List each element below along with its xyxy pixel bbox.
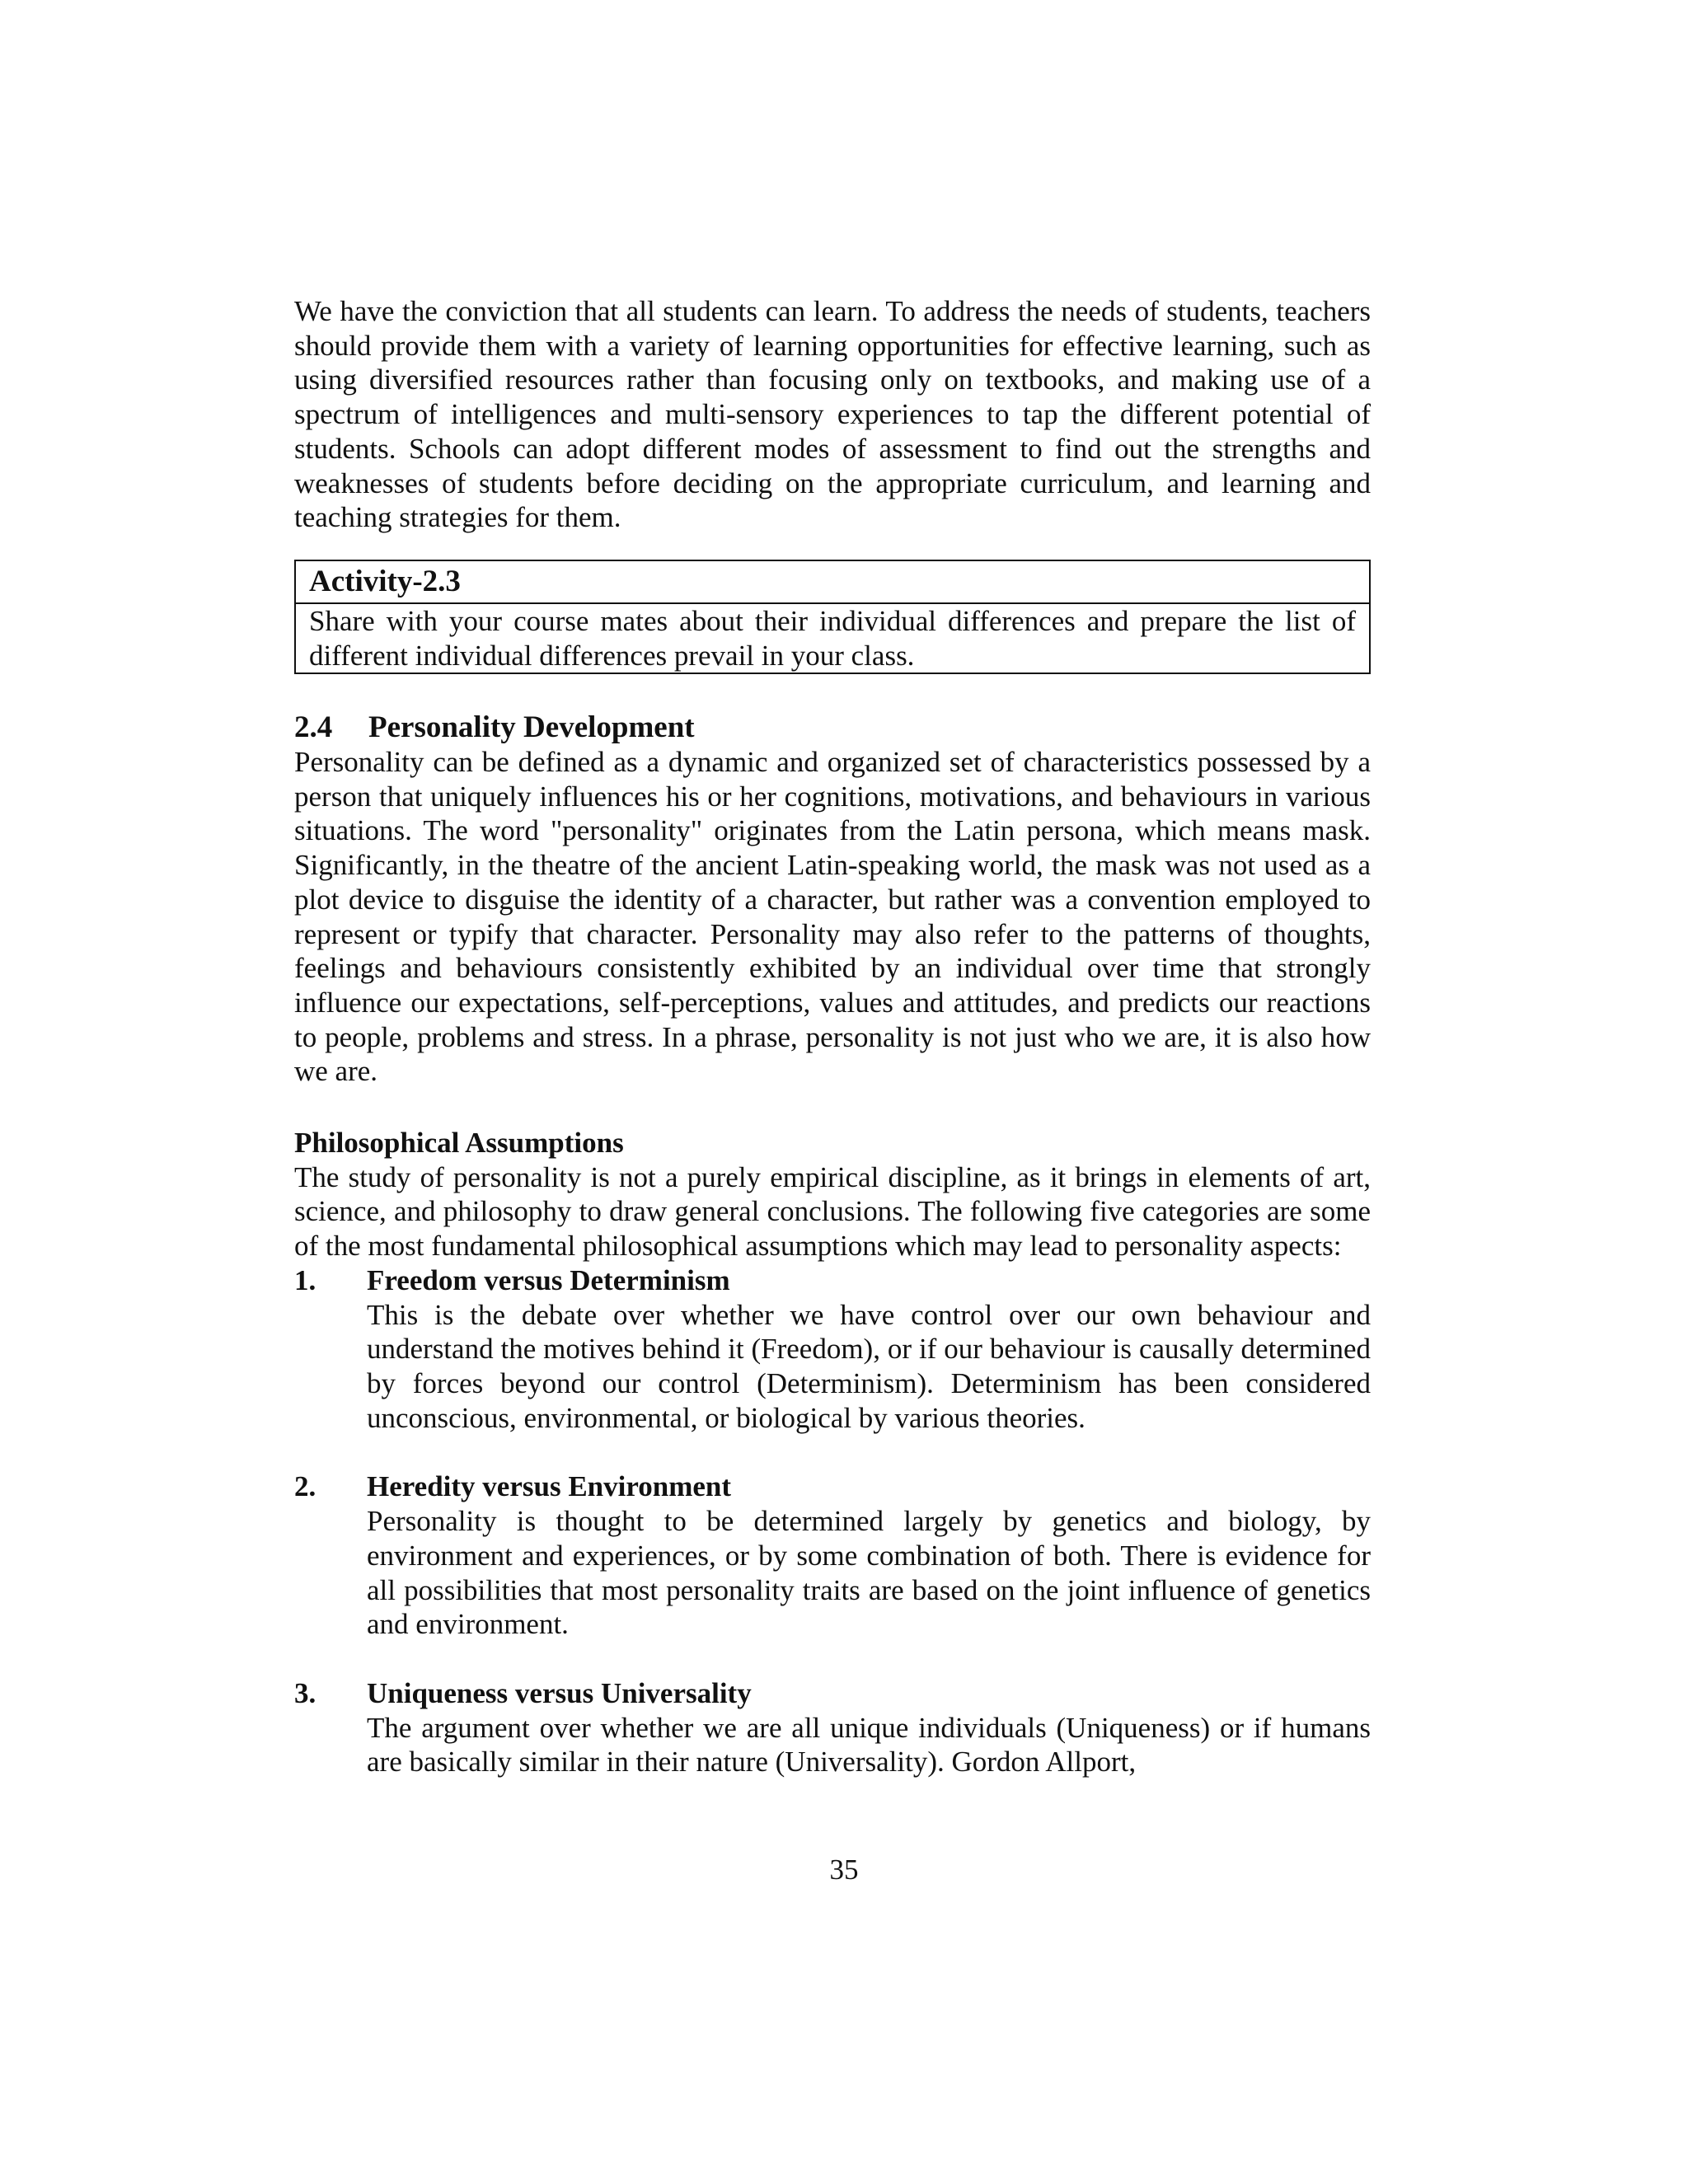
- activity-text: Share with your course mates about their individual differences and prepare the list of different individual differences prevail in your class.: [309, 604, 1356, 672]
- item-title: Uniqueness versus Universality: [367, 1676, 752, 1709]
- item-number: 1.: [294, 1263, 316, 1296]
- section-title: Personality Development: [368, 710, 695, 745]
- section-paragraph: Personality can be defined as a dynamic and organized set of characteristics possessed by a person that uniquely influences his or her cognitions, motivations, and behaviours in various situations. The word "personality" originates from the Latin persona, which means mask. Significantly, in the theatre of the ancient Latin-speaking world, the mask was not used as a plot device to disguise the identity of a character, but rather was a convention employed to represent or typify that character. Personality may also refer to the patterns of thoughts, feelings and behaviours consistently exhibited by an individual over time that strongly influence our expectations, self-perceptions, values and attitudes, and predicts our reactions to people, problems and stress. In a phrase, personality is not just who we are, it is also how we are.: [294, 746, 1371, 1088]
- philosophical-paragraph: The study of personality is not a purely empirical discipline, as it brings in elements of art, science, and philosophy to draw general conclusions. The following five categories are some of the most fundamental philosophical assumptions which may lead to personality aspects:: [294, 1160, 1371, 1263]
- intro-paragraph: We have the conviction that all students can learn. To address the needs of students, teachers should provide them with a variety of learning opportunities for effective learning, such as using diversified resources rather than focusing only on textbooks, and making use of a spectrum of intelligences and multi-sensory experiences to tap the different potential of students. Schools can adopt different modes of assessment to find out the strengths and weaknesses of students before deciding on the appropriate curriculum, and learning and teaching strategies for them.: [294, 295, 1371, 534]
- item-text: Personality is thought to be determined largely by genetics and biology, by environment and experiences, or by some combination of both. There is evidence for all possibilities that most personality traits are based on the joint influence of genetics and environment.: [367, 1505, 1371, 1641]
- item-title: Heredity versus Environment: [367, 1470, 732, 1503]
- philosophical-heading: Philosophical Assumptions: [294, 1127, 624, 1160]
- item-text: The argument over whether we are all unique individuals (Uniqueness) or if humans are basically similar in their nature (Universality). Gordon Allport,: [367, 1711, 1371, 1779]
- list-item: [294, 1676, 1371, 1779]
- section-heading: [294, 710, 1371, 745]
- activity-title: Activity-2.3: [296, 561, 1369, 604]
- assumptions-list: [294, 1263, 1371, 1779]
- section-number: 2.4: [294, 710, 333, 745]
- document-page: [294, 294, 1371, 1779]
- item-number: 3.: [294, 1676, 316, 1709]
- item-title: Freedom versus Determinism: [367, 1263, 730, 1296]
- list-item: [294, 1469, 1371, 1642]
- item-text: This is the debate over whether we have control over our own behaviour and understand the motives behind it (Freedom), or if our behaviour is causally determined by forces beyond our control (Determinism). Determinism has been considered unconscious, environmental, or biological by various theories.: [367, 1298, 1371, 1434]
- list-item: [294, 1263, 1371, 1436]
- page-number: 35: [829, 1854, 859, 1886]
- activity-box: [294, 560, 1371, 674]
- item-number: 2.: [294, 1470, 316, 1503]
